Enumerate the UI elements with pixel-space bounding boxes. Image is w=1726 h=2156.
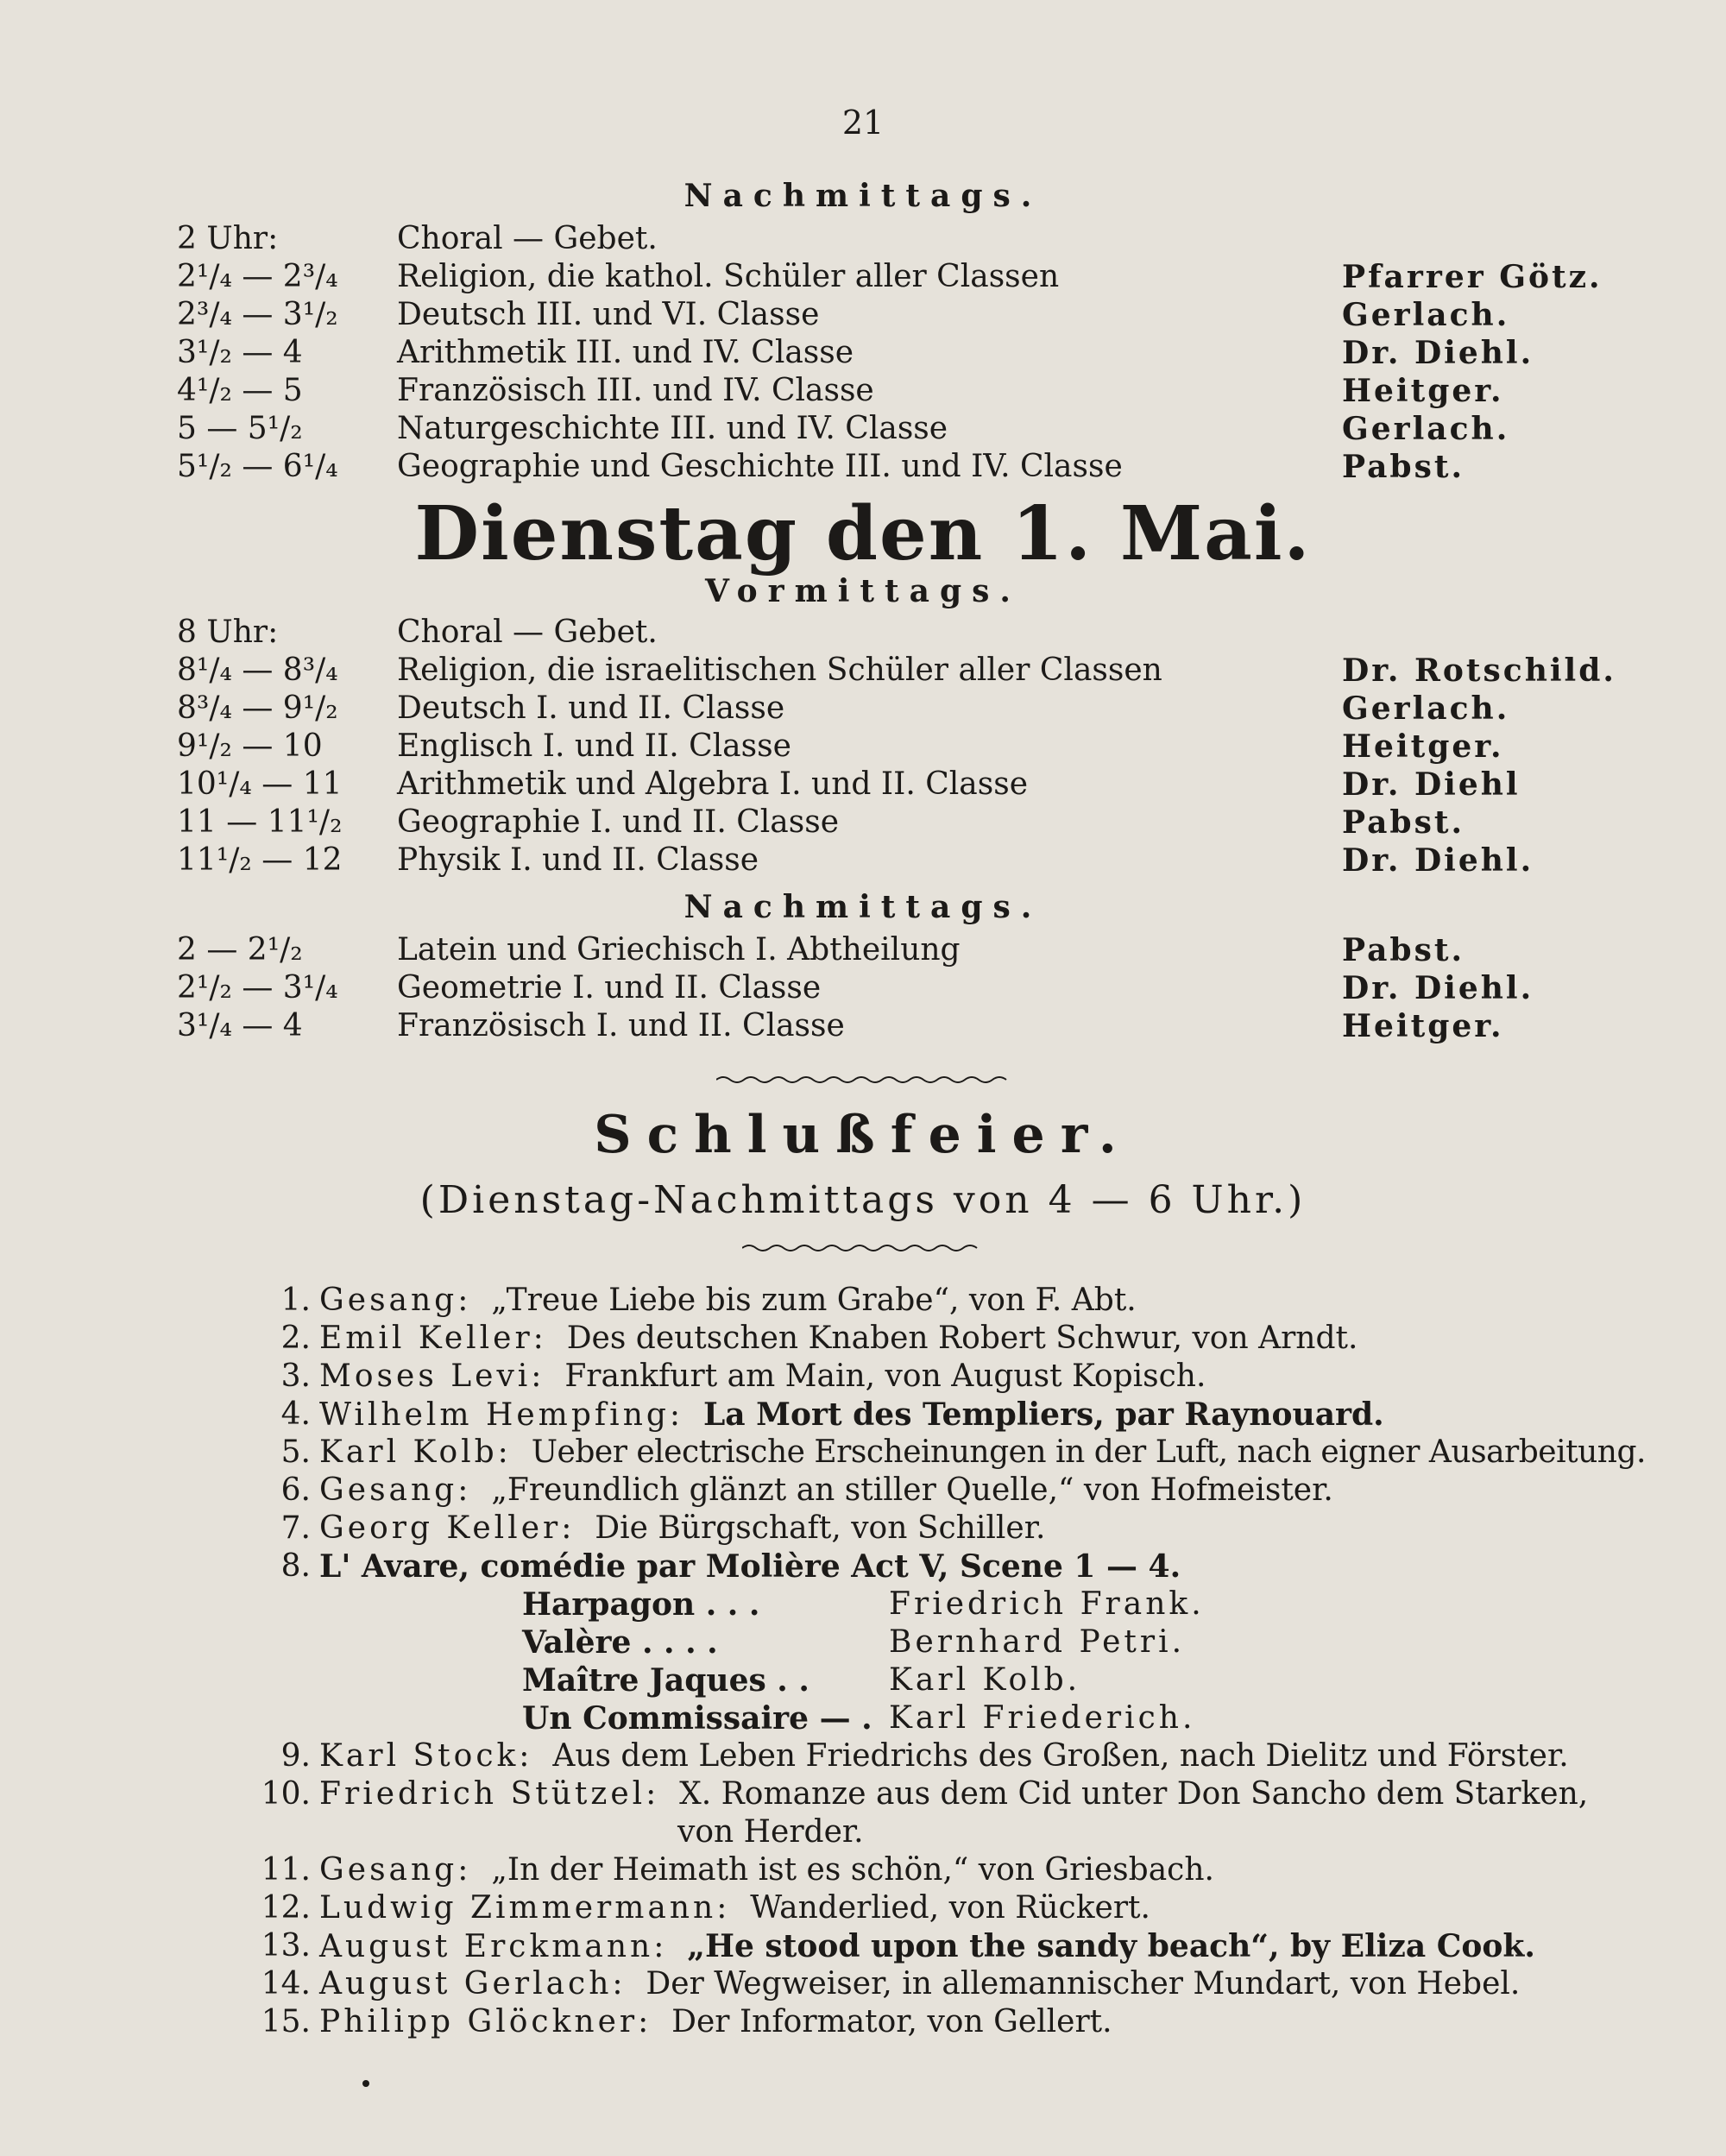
schedule-row bbox=[0, 932, 1726, 972]
cast-role: Un Commissaire — . bbox=[522, 1700, 872, 1737]
subject-cell: Arithmetik und Algebra I. und II. Classe bbox=[397, 766, 1029, 802]
subject-cell: Geographie und Geschichte III. und IV. Classe bbox=[397, 449, 1123, 484]
program-performer: August Erckmann: bbox=[319, 1929, 668, 1964]
program-performer: Gesang: bbox=[319, 1283, 472, 1318]
program-number: 10. bbox=[261, 1776, 311, 1812]
schedule-row bbox=[0, 804, 1726, 844]
schedule-row bbox=[0, 335, 1726, 375]
program-performer: Karl Kolb: bbox=[319, 1434, 512, 1470]
schedule-row bbox=[0, 221, 1726, 261]
subject-cell: Französisch I. und II. Classe bbox=[397, 1008, 845, 1043]
time-cell: 3¹/₂ — 4 bbox=[177, 335, 303, 370]
program-piece: La Mort des Templiers, par Raynouard. bbox=[702, 1396, 1384, 1433]
program-number: 14. bbox=[261, 1966, 311, 2002]
program-performer: Gesang: bbox=[319, 1852, 472, 1888]
schedule-row bbox=[0, 449, 1726, 489]
teacher-cell: Gerlach. bbox=[1342, 690, 1510, 727]
subject-cell: Arithmetik III. und IV. Classe bbox=[397, 335, 854, 370]
teacher-cell: Heitger. bbox=[1342, 728, 1504, 765]
schedule-row bbox=[0, 615, 1726, 654]
program-piece-continuation: von Herder. bbox=[677, 1814, 864, 1850]
teacher-cell: Gerlach. bbox=[1342, 411, 1510, 447]
program-number: 1. bbox=[280, 1283, 311, 1318]
program-number: 12. bbox=[261, 1890, 311, 1926]
program-piece: „Freundlich glänzt an stiller Quelle,“ von Hofmeister. bbox=[491, 1472, 1333, 1508]
subject-cell: Englisch I. und II. Classe bbox=[397, 728, 791, 764]
cast-actor: Karl Kolb. bbox=[889, 1662, 1081, 1698]
time-cell: 11 — 11¹/₂ bbox=[177, 804, 343, 840]
time-cell: 11¹/₂ — 12 bbox=[177, 842, 343, 878]
section-heading-nachmittags-2: Nachmittags. bbox=[683, 889, 1043, 925]
cast-actor: Bernhard Petri. bbox=[889, 1624, 1186, 1660]
teacher-cell: Dr. Diehl bbox=[1342, 766, 1521, 803]
teacher-cell: Pfarrer Götz. bbox=[1342, 259, 1603, 295]
subject-cell: Deutsch III. und VI. Classe bbox=[397, 297, 820, 332]
program-number: 11. bbox=[261, 1852, 311, 1888]
section-heading-vormittags: Vormittags. bbox=[705, 573, 1021, 609]
schedule-row bbox=[0, 297, 1726, 337]
time-cell: 9¹/₂ — 10 bbox=[177, 728, 323, 764]
program-piece: Der Wegweiser, in allemannischer Mundart, von Hebel. bbox=[646, 1966, 1521, 2002]
program-number: 13. bbox=[261, 1928, 311, 1964]
time-cell: 8 Uhr: bbox=[177, 615, 279, 650]
cast-role: Valère . . . . bbox=[522, 1624, 718, 1661]
program-performer: Emil Keller: bbox=[319, 1321, 547, 1356]
time-cell: 8³/₄ — 9¹/₂ bbox=[177, 690, 338, 726]
program-piece: Die Bürgschaft, von Schiller. bbox=[595, 1510, 1046, 1546]
program-number: 4. bbox=[280, 1396, 311, 1432]
program-piece: Frankfurt am Main, von August Kopisch. bbox=[564, 1359, 1206, 1394]
teacher-cell: Dr. Diehl. bbox=[1342, 335, 1534, 371]
teacher-cell: Dr. Diehl. bbox=[1342, 842, 1534, 879]
teacher-cell: Pabst. bbox=[1342, 449, 1465, 485]
section-heading-nachmittags-1: Nachmittags. bbox=[683, 178, 1043, 214]
program-piece: Der Informator, von Gellert. bbox=[671, 2004, 1112, 2039]
teacher-cell: Gerlach. bbox=[1342, 297, 1510, 333]
page-number: 21 bbox=[841, 104, 885, 142]
program-number: 3. bbox=[280, 1359, 311, 1394]
schedule-row bbox=[0, 652, 1726, 692]
schedule-row bbox=[0, 766, 1726, 806]
time-cell: 2¹/₄ — 2³/₄ bbox=[177, 259, 338, 294]
program-number: 2. bbox=[280, 1321, 311, 1356]
cast-role: Maître Jaques . . bbox=[522, 1662, 809, 1699]
schedule-row bbox=[0, 373, 1726, 413]
schedule-row bbox=[0, 411, 1726, 451]
program-piece: „He stood upon the sandy beach“, by Eliza Cook. bbox=[687, 1928, 1535, 1964]
teacher-cell: Pabst. bbox=[1342, 932, 1465, 968]
program-performer: August Gerlach: bbox=[319, 1966, 627, 2002]
program-number: 15. bbox=[261, 2004, 311, 2039]
time-cell: 2 Uhr: bbox=[177, 221, 279, 256]
program-performer: Karl Stock: bbox=[319, 1738, 533, 1774]
schedule-row bbox=[0, 728, 1726, 768]
program-number: 8. bbox=[280, 1548, 311, 1584]
time-cell: 4¹/₂ — 5 bbox=[177, 373, 303, 408]
subject-cell: Geographie I. und II. Classe bbox=[397, 804, 840, 840]
program-number: 7. bbox=[280, 1510, 311, 1546]
program-number: 6. bbox=[280, 1472, 311, 1508]
ornament-divider bbox=[716, 1075, 1010, 1085]
program-performer: Philipp Glöckner: bbox=[319, 2004, 652, 2039]
program-performer: L' Avare, comédie par Molière Act V, Scene 1 — 4. bbox=[319, 1548, 1181, 1585]
teacher-cell: Dr. Diehl. bbox=[1342, 970, 1534, 1006]
time-cell: 5 — 5¹/₂ bbox=[177, 411, 303, 446]
closing-ceremony-heading: Schlußfeier. bbox=[594, 1105, 1132, 1165]
subject-cell: Naturgeschichte III. und IV. Classe bbox=[397, 411, 948, 446]
subject-cell: Latein und Griechisch I. Abtheilung bbox=[397, 932, 961, 968]
program-piece: Wanderlied, von Rückert. bbox=[750, 1890, 1150, 1926]
ink-dot bbox=[362, 2080, 369, 2087]
schedule-row bbox=[0, 970, 1726, 1010]
cast-role: Harpagon . . . bbox=[522, 1586, 760, 1623]
program-performer: Moses Levi: bbox=[319, 1359, 545, 1394]
cast-actor: Karl Friederich. bbox=[889, 1700, 1196, 1736]
closing-ceremony-subheading: (Dienstag-Nachmittags von 4 — 6 Uhr.) bbox=[419, 1178, 1307, 1222]
program-number: 9. bbox=[280, 1738, 311, 1774]
cast-actor: Friedrich Frank. bbox=[889, 1586, 1205, 1622]
schedule-row bbox=[0, 842, 1726, 882]
teacher-cell: Pabst. bbox=[1342, 804, 1465, 841]
program-performer: Friedrich Stützel: bbox=[319, 1776, 660, 1812]
subject-cell: Französisch III. und IV. Classe bbox=[397, 373, 874, 408]
subject-cell: Religion, die kathol. Schüler aller Classen bbox=[397, 259, 1060, 294]
teacher-cell: Dr. Rotschild. bbox=[1342, 652, 1616, 689]
teacher-cell: Heitger. bbox=[1342, 373, 1504, 409]
program-piece: Des deutschen Knaben Robert Schwur, von Arndt. bbox=[566, 1321, 1358, 1356]
subject-cell: Choral — Gebet. bbox=[397, 615, 658, 650]
program-performer: Gesang: bbox=[319, 1472, 472, 1508]
time-cell: 2 — 2¹/₂ bbox=[177, 932, 303, 968]
program-piece: „In der Heimath ist es schön,“ von Griesbach. bbox=[491, 1852, 1214, 1888]
program-performer: Wilhelm Hempfing: bbox=[319, 1397, 684, 1433]
subject-cell: Physik I. und II. Classe bbox=[397, 842, 759, 878]
schedule-row bbox=[0, 1008, 1726, 1048]
time-cell: 2³/₄ — 3¹/₂ bbox=[177, 297, 338, 332]
time-cell: 2¹/₂ — 3¹/₄ bbox=[177, 970, 338, 1006]
subject-cell: Choral — Gebet. bbox=[397, 221, 658, 256]
subject-cell: Religion, die israelitischen Schüler aller Classen bbox=[397, 652, 1162, 688]
time-cell: 8¹/₄ — 8³/₄ bbox=[177, 652, 338, 688]
time-cell: 3¹/₄ — 4 bbox=[177, 1008, 303, 1043]
time-cell: 5¹/₂ — 6¹/₄ bbox=[177, 449, 338, 484]
schedule-row bbox=[0, 690, 1726, 730]
schedule-row bbox=[0, 259, 1726, 299]
program-performer: Ludwig Zimmermann: bbox=[319, 1890, 731, 1926]
ornament-divider bbox=[742, 1243, 984, 1253]
program-number: 5. bbox=[280, 1434, 311, 1470]
program-piece: Aus dem Leben Friedrichs des Großen, nach Dielitz und Förster. bbox=[552, 1738, 1569, 1774]
program-piece: Ueber electrische Erscheinungen in der Luft, nach eigner Ausarbeitung. bbox=[531, 1434, 1646, 1470]
subject-cell: Deutsch I. und II. Classe bbox=[397, 690, 785, 726]
day-heading: Dienstag den 1. Mai. bbox=[414, 490, 1312, 577]
time-cell: 10¹/₄ — 11 bbox=[177, 766, 343, 802]
program-performer: Georg Keller: bbox=[319, 1510, 576, 1546]
program-piece: X. Romanze aus dem Cid unter Don Sancho dem Starken, bbox=[679, 1776, 1589, 1812]
subject-cell: Geometrie I. und II. Classe bbox=[397, 970, 822, 1006]
teacher-cell: Heitger. bbox=[1342, 1008, 1504, 1044]
program-piece: „Treue Liebe bis zum Grabe“, von F. Abt. bbox=[491, 1283, 1137, 1318]
